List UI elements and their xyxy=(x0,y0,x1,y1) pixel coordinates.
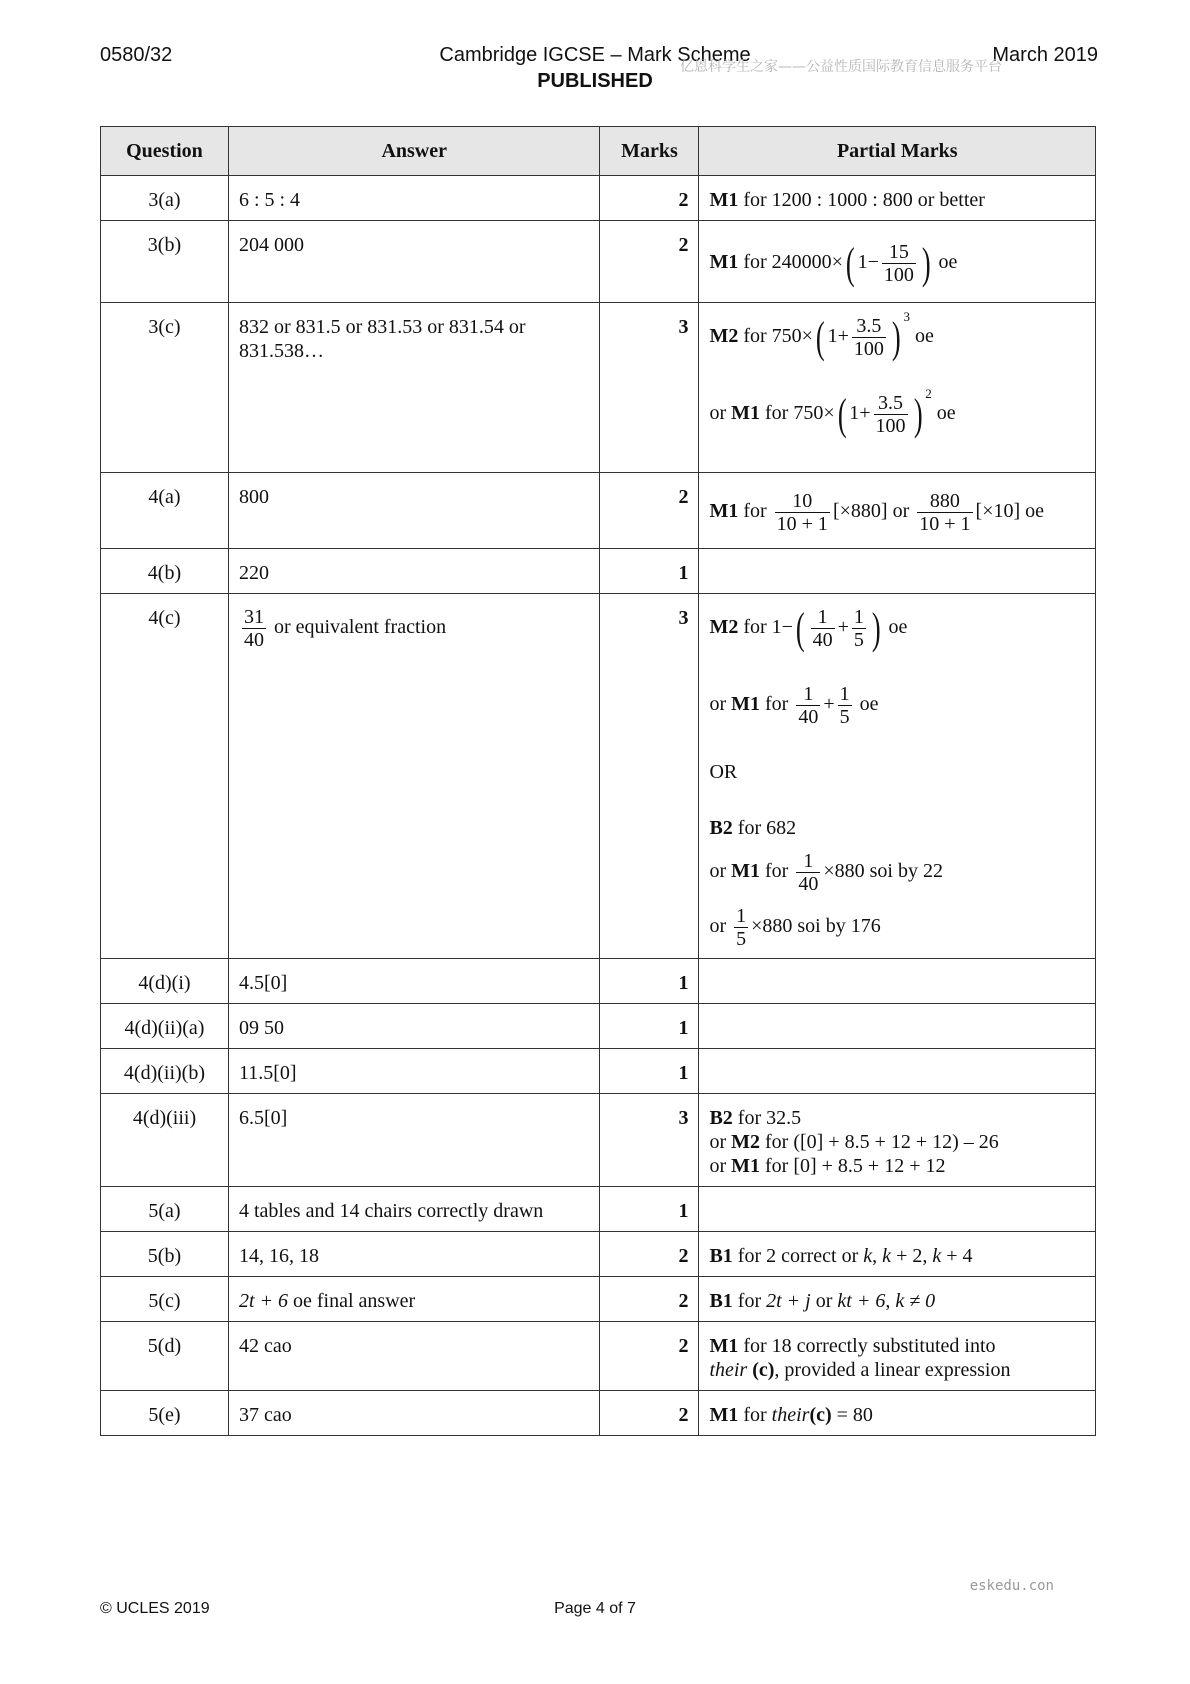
partial-text: for 750× xyxy=(743,325,813,348)
expression: 240000× xyxy=(771,251,843,274)
answer-cell: 37 cao xyxy=(228,1391,600,1436)
partial-text: + 2, xyxy=(891,1245,933,1267)
header-title: Cambridge IGCSE – Mark Scheme xyxy=(439,44,751,66)
table-row xyxy=(101,176,1096,221)
partial-line xyxy=(709,1358,1085,1382)
fraction xyxy=(874,392,908,437)
fraction xyxy=(852,606,866,651)
answer-cell xyxy=(228,594,600,959)
partial-line: OR xyxy=(709,761,738,783)
mark-code: M1 xyxy=(709,189,739,211)
col-question: Question xyxy=(101,127,229,176)
partial-line xyxy=(709,1130,1085,1154)
numerator: 15 xyxy=(882,241,916,264)
table-row xyxy=(101,594,1096,959)
marks-cell: 1 xyxy=(600,1049,699,1094)
table-row xyxy=(101,1049,1096,1094)
right-paren: ) xyxy=(891,312,901,362)
fraction xyxy=(838,683,852,728)
partial-line xyxy=(709,816,1085,840)
partial-line xyxy=(709,905,1085,950)
exponent: 3 xyxy=(903,309,911,324)
fraction xyxy=(734,905,748,950)
denominator: 100 xyxy=(853,338,884,360)
partial-text: for 18 correctly substituted into xyxy=(743,1335,996,1357)
fraction xyxy=(796,850,820,895)
footer-site: eskedu.con xyxy=(969,1578,1054,1594)
partial-text: for 1200 : 1000 : 800 or better xyxy=(743,189,985,211)
partial-line xyxy=(709,683,1085,728)
partial-cell xyxy=(699,1391,1096,1436)
marks-cell: 3 xyxy=(600,1094,699,1187)
question-cell: 4(b) xyxy=(101,549,229,594)
partial-text: + 4 xyxy=(941,1245,973,1267)
table-header-row xyxy=(101,127,1096,176)
marks-cell: 1 xyxy=(600,1004,699,1049)
question-cell: 3(c) xyxy=(101,303,229,473)
fraction xyxy=(242,606,266,651)
partial-text: or xyxy=(709,402,727,425)
denominator: 40 xyxy=(798,873,819,895)
partial-text: oe xyxy=(1025,500,1045,523)
mark-scheme-table xyxy=(100,126,1096,1436)
marks-cell: 2 xyxy=(600,1232,699,1277)
partial-line xyxy=(709,1154,1085,1178)
partial-text: for xyxy=(743,1404,767,1426)
partial-text: for 750× xyxy=(765,402,835,425)
header-code: 0580/32 xyxy=(100,44,173,66)
partial-text: oe xyxy=(915,325,934,348)
table-row xyxy=(101,1391,1096,1436)
marks-cell: 2 xyxy=(600,1322,699,1391)
denominator: 40 xyxy=(243,629,264,651)
marks-cell: 1 xyxy=(600,1187,699,1232)
partial-text: for 32.5 xyxy=(737,1107,802,1129)
expression: k ≠ 0 xyxy=(895,1290,936,1312)
left-paren: ( xyxy=(837,389,847,439)
marks-cell: 2 xyxy=(600,1391,699,1436)
answer-text: oe final answer xyxy=(293,1290,416,1312)
mark-code: B1 xyxy=(709,1290,733,1312)
question-cell: 5(a) xyxy=(101,1187,229,1232)
partial-text: or xyxy=(709,1131,727,1153)
partial-cell xyxy=(699,1049,1096,1094)
table-row xyxy=(101,1322,1096,1391)
table-row xyxy=(101,221,1096,303)
expression: 1+ xyxy=(827,325,849,348)
partial-text: or xyxy=(709,915,727,938)
answer-cell: 832 or 831.5 or 831.53 or 831.54 or 831.538… xyxy=(228,303,600,473)
mark-code: M1 xyxy=(731,402,760,425)
mark-code: M1 xyxy=(709,500,739,523)
marks-cell: 1 xyxy=(600,549,699,594)
col-marks: Marks xyxy=(600,127,699,176)
partial-cell: B1 for 2t + j or kt + 6, k ≠ 0 xyxy=(699,1277,1096,1322)
expression: 1+ xyxy=(849,402,871,425)
partial-text: for xyxy=(743,251,767,274)
partial-line xyxy=(709,386,1085,439)
denominator: 5 xyxy=(839,706,850,728)
marks-cell: 1 xyxy=(600,959,699,1004)
partial-text: for ([0] + 8.5 + 12 + 12) – 26 xyxy=(765,1131,999,1153)
fraction xyxy=(917,490,972,535)
denominator: 100 xyxy=(883,264,914,286)
answer-cell: 09 50 xyxy=(228,1004,600,1049)
marks-cell: 2 xyxy=(600,176,699,221)
numerator: 1 xyxy=(839,683,850,705)
partial-text: or xyxy=(709,693,727,716)
question-cell: 5(c) xyxy=(101,1277,229,1322)
partial-cell xyxy=(699,959,1096,1004)
partial-cell xyxy=(699,176,1096,221)
answer-cell: 4.5[0] xyxy=(228,959,600,1004)
partial-text: their xyxy=(771,1404,810,1426)
expression: kt + 6 xyxy=(837,1290,886,1312)
partial-cell xyxy=(699,1094,1096,1187)
answer-cell xyxy=(228,1277,600,1322)
denominator: 5 xyxy=(853,629,864,651)
table-row xyxy=(101,1232,1096,1277)
numerator: 880 xyxy=(917,490,972,513)
fraction xyxy=(882,241,916,286)
mark-code: M1 xyxy=(731,860,760,883)
fraction xyxy=(796,683,820,728)
partial-text: for 2 correct or xyxy=(737,1245,864,1267)
expression: 2t + 6 xyxy=(238,1290,288,1312)
marks-cell: 2 xyxy=(600,473,699,549)
numerator: 1 xyxy=(853,606,864,628)
partial-text: for xyxy=(765,693,789,716)
partial-cell xyxy=(699,594,1096,959)
question-cell: 4(d)(ii)(a) xyxy=(101,1004,229,1049)
mark-code: M1 xyxy=(709,251,739,274)
exponent: 2 xyxy=(925,386,932,401)
partial-line xyxy=(709,850,1085,895)
partial-text: or xyxy=(815,1290,833,1312)
question-cell: 3(b) xyxy=(101,221,229,303)
table-row xyxy=(101,1094,1096,1187)
answer-text: or equivalent fraction xyxy=(273,616,447,639)
answer-cell: 220 xyxy=(228,549,600,594)
question-cell: 5(d) xyxy=(101,1322,229,1391)
answer-cell: 204 000 xyxy=(228,221,600,303)
partial-text: oe xyxy=(938,251,958,274)
numerator: 1 xyxy=(796,850,820,873)
numerator: 10 xyxy=(775,490,830,513)
partial-text: for xyxy=(743,500,767,523)
partial-text: oe xyxy=(859,693,879,716)
table-row xyxy=(101,549,1096,594)
right-paren: ) xyxy=(913,389,923,439)
denominator: 10 + 1 xyxy=(919,513,971,535)
numerator: 1 xyxy=(811,606,835,629)
question-cell: 4(d)(ii)(b) xyxy=(101,1049,229,1094)
partial-line xyxy=(709,603,1085,653)
marks-cell: 3 xyxy=(600,303,699,473)
header-status: PUBLISHED xyxy=(537,70,653,92)
part-reference: (c) xyxy=(752,1359,775,1381)
answer-cell: 6 : 5 : 4 xyxy=(228,176,600,221)
left-paren: ( xyxy=(795,603,805,653)
col-answer: Answer xyxy=(228,127,600,176)
fraction xyxy=(852,315,886,360)
left-paren: ( xyxy=(845,238,855,288)
right-paren: ) xyxy=(921,238,931,288)
fraction xyxy=(775,490,830,535)
partial-cell xyxy=(699,1322,1096,1391)
answer-cell: 42 cao xyxy=(228,1322,600,1391)
variable: k xyxy=(932,1245,942,1267)
mark-code: B1 xyxy=(709,1245,733,1267)
marks-cell: 2 xyxy=(600,221,699,303)
partial-text: for 682 xyxy=(737,817,797,839)
answer-cell: 800 xyxy=(228,473,600,549)
mark-code: M1 xyxy=(709,1335,739,1357)
denominator: 100 xyxy=(875,415,906,437)
answer-cell: 14, 16, 18 xyxy=(228,1232,600,1277)
mark-code: M2 xyxy=(709,616,739,639)
fraction xyxy=(811,606,835,651)
partial-text: oe xyxy=(936,402,956,425)
answer-cell: 11.5[0] xyxy=(228,1049,600,1094)
numerator: 1 xyxy=(736,905,747,927)
partial-text: or xyxy=(709,860,727,883)
numerator: 31 xyxy=(243,606,264,628)
mark-code: M1 xyxy=(731,693,760,716)
partial-text: ×880 soi by 22 xyxy=(823,860,943,883)
partial-text: for [0] + 8.5 + 12 + 12 xyxy=(765,1155,946,1177)
partial-cell xyxy=(699,1004,1096,1049)
partial-text: for 1− xyxy=(743,616,793,639)
mark-code: M2 xyxy=(731,1131,760,1153)
expression: + xyxy=(837,616,849,639)
table-row xyxy=(101,1277,1096,1322)
marks-cell: 2 xyxy=(600,1277,699,1322)
numerator: 1 xyxy=(796,683,820,706)
expression: 2t + j xyxy=(766,1290,811,1312)
denominator: 10 + 1 xyxy=(776,513,828,535)
col-partial-marks: Partial Marks xyxy=(699,127,1096,176)
partial-text: oe xyxy=(888,616,908,639)
partial-text: , provided a linear expression xyxy=(774,1359,1011,1381)
mark-code: M1 xyxy=(731,1155,760,1177)
watermark: 亿恩科学生之家——公益性质国际教育信息服务平台 xyxy=(680,59,1002,75)
partial-text: their xyxy=(709,1359,748,1381)
expression: 1− xyxy=(857,251,879,274)
partial-line xyxy=(709,309,1085,362)
variable: k xyxy=(863,1245,873,1267)
question-cell: 4(a) xyxy=(101,473,229,549)
table-row xyxy=(101,959,1096,1004)
marks-cell: 3 xyxy=(600,594,699,959)
answer-cell: 4 tables and 14 chairs correctly drawn xyxy=(228,1187,600,1232)
numerator: 3.5 xyxy=(874,392,908,415)
partial-cell xyxy=(699,221,1096,303)
partial-text: ×880 soi by 176 xyxy=(751,915,881,938)
expression: ×10 xyxy=(982,500,1014,523)
question-cell: 4(d)(i) xyxy=(101,959,229,1004)
partial-line xyxy=(709,1334,1085,1358)
partial-text: or xyxy=(892,500,910,523)
partial-cell xyxy=(699,1187,1096,1232)
footer-page-number: Page 4 of 7 xyxy=(554,1600,636,1617)
mark-code: B2 xyxy=(709,1107,733,1129)
question-cell: 4(c) xyxy=(101,594,229,959)
mark-code: M1 xyxy=(709,1404,739,1426)
part-reference: (c) xyxy=(809,1404,832,1426)
question-cell: 5(b) xyxy=(101,1232,229,1277)
table-row xyxy=(101,303,1096,473)
denominator: 5 xyxy=(736,928,747,950)
partial-cell xyxy=(699,1232,1096,1277)
variable: k xyxy=(882,1245,892,1267)
right-paren: ) xyxy=(871,603,881,653)
expression: + xyxy=(823,693,835,716)
partial-text: , xyxy=(872,1245,883,1267)
partial-line xyxy=(709,1106,1085,1130)
table-row xyxy=(101,1004,1096,1049)
partial-cell xyxy=(699,303,1096,473)
partial-text: for xyxy=(765,860,789,883)
table-row xyxy=(101,1187,1096,1232)
partial-text: or xyxy=(709,1155,727,1177)
partial-cell: M1 for $\frac{10}{10 + 1}$ [×880] or $\frac{880}{10 + 1}$ [×10] oe xyxy=(699,473,1096,549)
expression: = 80 xyxy=(831,1404,873,1426)
mark-code: B2 xyxy=(709,817,733,839)
table-row xyxy=(101,473,1096,549)
denominator: 40 xyxy=(798,706,819,728)
numerator: 3.5 xyxy=(852,315,886,338)
expression: ×880 xyxy=(839,500,881,523)
denominator: 40 xyxy=(812,629,833,651)
question-cell: 3(a) xyxy=(101,176,229,221)
header-date: March 2019 xyxy=(992,44,1098,66)
left-paren: ( xyxy=(815,312,825,362)
question-cell: 4(d)(iii) xyxy=(101,1094,229,1187)
partial-text: for xyxy=(737,1290,762,1312)
footer-copyright: © UCLES 2019 xyxy=(100,1600,210,1617)
answer-cell: 6.5[0] xyxy=(228,1094,600,1187)
mark-code: M2 xyxy=(709,325,739,348)
partial-cell xyxy=(699,549,1096,594)
question-cell: 5(e) xyxy=(101,1391,229,1436)
